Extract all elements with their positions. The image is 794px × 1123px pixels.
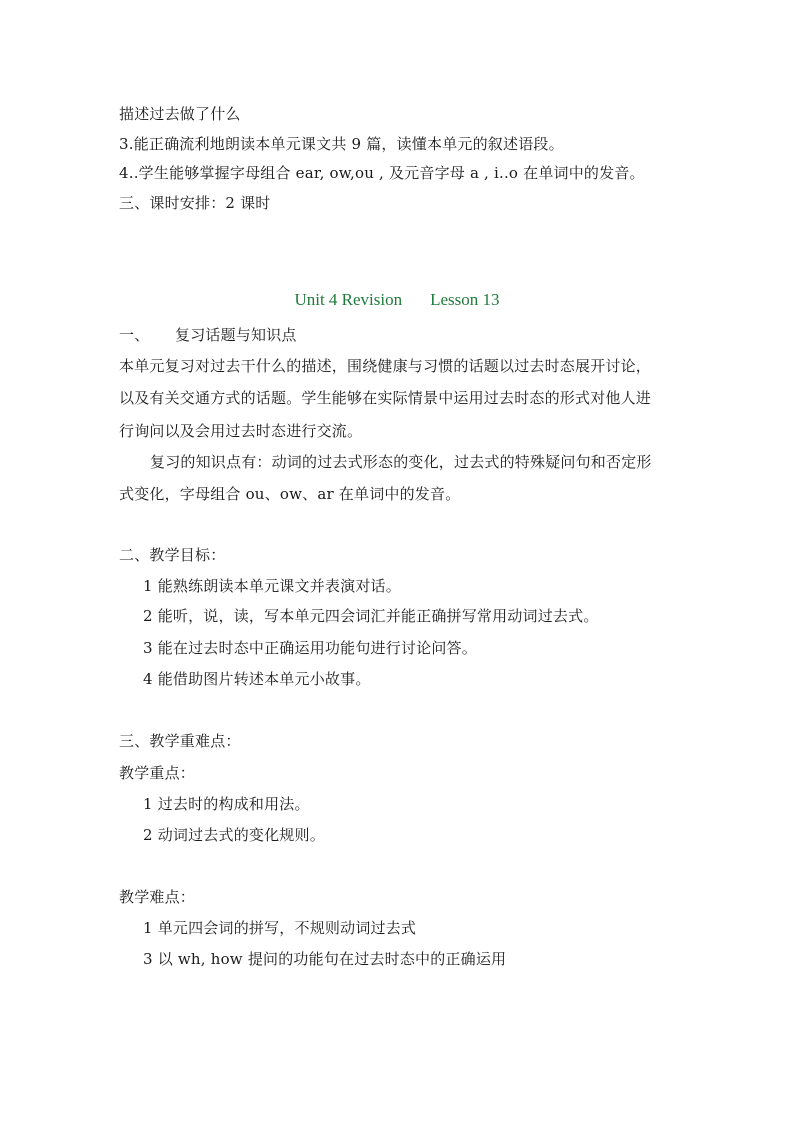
section3-heading: 三、教学重难点： [119, 732, 241, 750]
key-point-item-1: 1 过去时的构成和用法。 [143, 795, 310, 813]
goal-item-4: 4 能借助图片转述本单元小故事。 [143, 670, 371, 688]
section1-number: 一、 [119, 326, 150, 344]
intro-line-3: 4..学生能够掌握字母组合 ear, ow,ou , 及元音字母 a , i..o 在单词中的发音。 [119, 164, 645, 182]
key-point-item-2: 2 动词过去式的变化规则。 [143, 826, 325, 844]
section1-para2-line1: 复习的知识点有：动词的过去式形态的变化，过去式的特殊疑问句和否定形 [150, 453, 652, 471]
difficult-point-item-2: 3 以 wh, how 提问的功能句在过去时态中的正确运用 [143, 950, 507, 968]
lesson-title [0, 289, 794, 311]
section1-title: 复习话题与知识点 [175, 326, 297, 344]
difficult-point-item-1: 1 单元四会词的拼写，不规则动词过去式 [143, 919, 417, 937]
key-points-heading: 教学重点： [119, 764, 196, 782]
intro-line-4: 三、课时安排：2 课时 [119, 194, 271, 212]
title-unit: Unit 4 Revision [294, 290, 403, 309]
intro-line-2: 3.能正确流利地朗读本单元课文共 9 篇，读懂本单元的叙述语段。 [119, 135, 564, 153]
section1-heading [119, 325, 297, 345]
goal-item-2: 2 能听，说，读，写本单元四会词汇并能正确拼写常用动词过去式。 [143, 607, 599, 625]
goal-item-1: 1 能熟练朗读本单元课文并表演对话。 [143, 577, 401, 595]
difficult-points-heading: 教学难点： [119, 888, 196, 906]
intro-line-1: 描述过去做了什么 [119, 105, 241, 123]
section1-para1-line2: 以及有关交通方式的话题。学生能够在实际情景中运用过去时态的形式对他人进 [119, 389, 652, 407]
goal-item-3: 3 能在过去时态中正确运用功能句进行讨论问答。 [143, 639, 477, 657]
section1-para2-line2: 式变化，字母组合 ou、ow、ar 在单词中的发音。 [119, 485, 461, 503]
section2-heading: 二、教学目标： [119, 546, 226, 564]
section1-para1-line3: 行询问以及会用过去时态进行交流。 [119, 422, 363, 440]
title-lesson: Lesson 13 [430, 290, 500, 309]
section1-para1-line1: 本单元复习对过去干什么的描述，围绕健康与习惯的话题以过去时态展开讨论， [119, 357, 652, 375]
